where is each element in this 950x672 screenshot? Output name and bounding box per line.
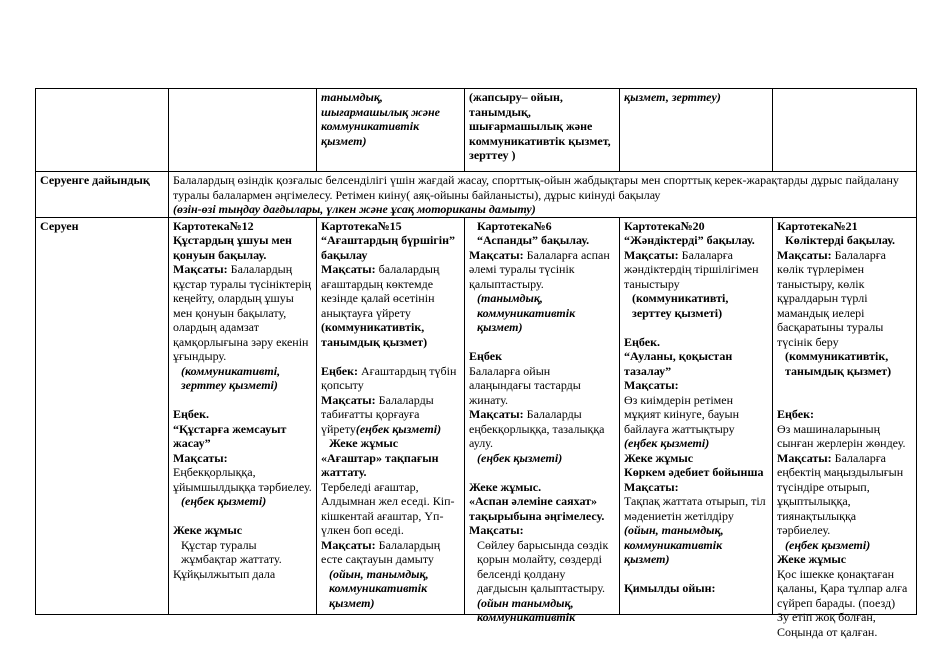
cell: (жапсыру– ойын, танымдық, шығармашылық және коммуникативтік қызмет, зерттеу ) <box>465 89 620 172</box>
card-line <box>173 219 312 234</box>
card-line <box>173 262 312 364</box>
card-line-text: Еңбек: <box>321 363 361 378</box>
card-line-text: Қимылды ойын: <box>624 581 716 595</box>
card-line <box>173 233 312 262</box>
card-line <box>321 436 460 451</box>
cell <box>773 89 917 172</box>
card-line-text: Өз машиналарының сынған жерлерін жөндеу. <box>777 421 906 450</box>
card-line <box>469 233 615 248</box>
table-row <box>36 172 917 218</box>
table-row <box>36 217 917 614</box>
card-line <box>173 509 312 524</box>
card-line <box>469 349 615 364</box>
card-line-text: Құйқылжытып дала <box>173 566 276 581</box>
card-line <box>469 494 615 523</box>
card-line-text: Өз киімдерін ретімен мұқият киінуге, бауын байлауға жаттықтыру <box>624 392 740 436</box>
card-line-text: Тербеледі ағаштар, Алдымнан жел еседі. Кіп-кішкентай ағаштар, Үп-үлкен боп өседі. <box>321 479 455 537</box>
card-line <box>624 378 768 393</box>
card-line-text: Картотека№12 <box>173 218 254 233</box>
card-line-text: (коммуникативті, зерттеу қызметі) <box>181 363 281 392</box>
card-line-text: “Құстарға жемсауыт жасау” <box>173 421 287 450</box>
card-line <box>173 567 312 582</box>
walk-card-cell <box>773 217 917 639</box>
card-line <box>469 407 615 451</box>
walk-card-cell <box>620 217 773 614</box>
card-line <box>469 364 615 408</box>
card-line-text: Қос ішекке қонақтаған қаланы, Қара тұлпар алға сүйреп барады. (поезд) <box>777 566 908 610</box>
card-line <box>173 538 312 567</box>
card-line <box>624 523 768 567</box>
cell: қызмет, зерттеу) <box>620 89 773 172</box>
card-line-rest: Ағаштардың түбін қопсыту <box>321 363 457 392</box>
card-line <box>777 233 912 248</box>
card-line <box>624 349 768 378</box>
card-line <box>321 538 460 567</box>
card-line-text: Жеке жұмыс <box>624 450 694 465</box>
card-line-text: Мақсаты: <box>624 247 682 262</box>
card-line-text: Құстар туралы жұмбақтар жаттату. <box>181 537 282 566</box>
card-line <box>469 538 615 596</box>
card-line-text: (еңбек қызметі) <box>181 494 267 508</box>
card-line <box>469 596 615 625</box>
card-line-text: Көліктерді бақылау. <box>785 233 896 247</box>
card-line <box>469 248 615 292</box>
card-line <box>624 451 768 466</box>
card-line-text: “Ағаштардың бүршігін” бақылау <box>321 233 455 262</box>
row-label-walk-prep: Серуенге дайындық <box>36 172 169 218</box>
card-line <box>624 436 768 451</box>
card-line-rest: Балаларға жәндіктердің тіршілігімен таныстыру <box>624 247 759 291</box>
card-line-text: «Ағаштар» тақпағын жаттату. <box>321 450 439 479</box>
row-label-walk: Серуен <box>36 217 169 614</box>
card-line <box>469 465 615 480</box>
walk-card-cell <box>465 217 620 624</box>
card-line-rest: Балаларды табиғатты қорғауға үйрету <box>321 392 434 436</box>
card-line <box>624 581 768 596</box>
card-line <box>173 451 312 495</box>
card-line <box>321 219 460 234</box>
card-line-text: (ойын танымдық, коммуникативтік <box>477 595 576 624</box>
card-line-text: Мақсаты: <box>469 407 527 421</box>
card-line <box>321 480 460 538</box>
card-line <box>173 393 312 408</box>
card-line-text: Еңбек. <box>173 407 209 421</box>
card-line <box>469 219 615 234</box>
card-line <box>777 378 912 393</box>
card-line-text: Құстардың ұшуы мен қонуын бақылау. <box>173 233 292 262</box>
card-line-rest: Балалардың құстар туралы түсініктерің кеңейту, олардың ұшуы мен қонуын бақылату, олардың адамзат қамқорлығына зәру екенін ұғындыру. <box>173 262 312 363</box>
card-line <box>624 465 768 480</box>
card-line-text: (ойын, танымдық, коммуникативтік қызмет) <box>624 523 724 566</box>
card-line-text: (танымдық, коммуникативтік қызмет) <box>477 291 576 334</box>
card-line-text: Балаларға ойын алаңындағы тастарды жинату. <box>469 363 581 407</box>
card-line <box>321 393 460 437</box>
card-line-text: Картотека№20 <box>624 218 705 233</box>
card-line-text: (еңбек қызметі) <box>624 436 710 450</box>
card-line-text: Сөйлеу барысында сөздік қорын молайту, сөздерді белсенді қолдану дағдысын қалыптастыру. <box>477 537 609 595</box>
card-line-rest: Балаларға аспан әлемі туралы түсінік қалыптастыру. <box>469 247 610 291</box>
card-line-text: (коммуникативті, зерттеу қызметі) <box>632 291 729 320</box>
card-line <box>624 248 768 292</box>
card-line-rest: Балалардың есте сақтауын дамыту <box>321 537 441 566</box>
card-line-text: Мақсаты: <box>777 450 835 465</box>
card-line <box>321 262 460 320</box>
card-line-rest: Балаларға көлік түрлерімен таныстыру, көлік құралдарын түрлі мамандық иелері басқаратыны туралы түсінік беру <box>777 247 886 349</box>
card-line-text: Мақсаты: <box>469 247 527 262</box>
card-line <box>469 291 615 335</box>
card-line <box>173 523 312 538</box>
card-line <box>777 552 912 567</box>
card-line <box>777 422 912 451</box>
card-line <box>624 291 768 320</box>
card-line-text: Мақсаты: <box>624 378 679 392</box>
card-line-text: Картотека№6 <box>477 218 552 233</box>
walk-prep-cell <box>169 172 917 218</box>
card-line-rest: Еңбекқорлыққа, ұйымшылдыққа тәрбиелеу. <box>173 465 312 494</box>
card-line <box>624 335 768 350</box>
card-line-text: Зу етіп жоқ болған, Соңында от қалған. <box>777 610 878 639</box>
card-line <box>624 219 768 234</box>
card-line <box>777 393 912 408</box>
card-line <box>624 393 768 437</box>
card-line <box>469 335 615 350</box>
card-line <box>321 451 460 480</box>
card-line-text: Көркем әдебиет бойынша <box>624 465 764 479</box>
card-line-text: Мақсаты: <box>321 262 379 276</box>
walk-prep-text: Балалардың өзіндік қозғалыс белсенділігі үшін жағдай жасау, спорттық-ойын жабдықтары мен спорттық керек-жарақтарды дұрыс пайдалану туралы балалармен әңгімелесу. Ретімен киіну( аяқ-ойыны байланысты), дұрыс киінуді бақылау <box>173 173 899 202</box>
card-line <box>777 538 912 553</box>
cell <box>169 89 317 172</box>
card-line-text: (ойын, танымдық, коммуникативтік қызмет) <box>329 566 429 610</box>
card-line <box>469 451 615 466</box>
card-line-text: Мақсаты: <box>173 450 228 465</box>
card-line-text: “Жәндіктерді” бақылау. <box>624 233 755 247</box>
card-line-note: (еңбек қызметі) <box>355 421 442 436</box>
card-line-text: “Ауланы, қоқыстан тазалау” <box>624 349 733 378</box>
card-line-text: Жеке жұмыс <box>173 523 243 537</box>
card-line-text: Жеке жұмыс. <box>469 479 542 494</box>
card-line <box>624 494 768 523</box>
card-line-text: Тақпақ жаттата отырып, тіл мәдениетін жетілдіру <box>624 494 766 523</box>
card-line <box>173 422 312 451</box>
card-line-text: Еңбек <box>469 349 502 363</box>
table-row <box>36 89 917 172</box>
card-line-text: Мақсаты: <box>469 523 524 537</box>
row-label <box>36 89 169 172</box>
card-line <box>173 364 312 393</box>
card-line-text: Картотека№21 <box>777 218 858 233</box>
card-line <box>777 610 912 639</box>
card-line <box>777 407 912 422</box>
card-line-text: (коммуникативтік, танымдық қызмет) <box>785 349 892 378</box>
card-line-rest: балалардың ағаштардың көктемде кезінде қалай өсетінін анықтауға үйрету <box>321 262 440 320</box>
card-line-text: (коммуникативтік, танымдық қызмет) <box>321 320 428 349</box>
card-line <box>321 233 460 262</box>
card-line <box>321 349 460 364</box>
card-line-rest: Балаларды еңбекқорлыққа, тазалыққа аулу. <box>469 407 605 450</box>
card-line <box>624 480 768 495</box>
card-line <box>173 494 312 509</box>
card-line <box>777 451 912 538</box>
card-line <box>469 523 615 538</box>
card-line <box>624 233 768 248</box>
card-line <box>469 480 615 495</box>
card-line <box>321 320 460 349</box>
card-line <box>173 407 312 422</box>
walk-prep-note: (өзін-өзі тыңдау дағдылары, үлкен және ұсақ моториканы дамыту) <box>173 202 536 216</box>
card-line-rest: Балаларға еңбектің маңыздылығын түсіндіре отырып, ұқыптылыққа, тиянақтылыққа тәрбиелеу. <box>777 450 904 537</box>
card-line-text: Мақсаты: <box>321 537 379 552</box>
card-line-text: (еңбек қызметі) <box>477 450 563 465</box>
daily-plan-table <box>35 88 917 639</box>
card-line <box>777 248 912 350</box>
card-line-text: «Аспан әлеміне саяхат» тақырыбына әңгімелесу. <box>469 494 605 523</box>
card-line-text: Мақсаты: <box>173 262 231 276</box>
walk-card-cell <box>317 217 465 614</box>
card-line <box>777 349 912 378</box>
walk-card-cell <box>169 217 317 614</box>
card-line-text: Картотека№15 <box>321 218 402 233</box>
card-line-text: Мақсаты: <box>624 479 679 494</box>
card-line-text: Мақсаты: <box>321 392 379 407</box>
card-line-text: (еңбек қызметі) <box>785 537 871 552</box>
card-line <box>624 567 768 582</box>
card-line-text: Еңбек: <box>777 407 814 421</box>
card-line <box>321 567 460 611</box>
card-line <box>777 219 912 234</box>
card-line <box>624 320 768 335</box>
cell: танымдық, шығармашылық және коммуникативтік қызмет) <box>317 89 465 172</box>
card-line-text: Жеке жұмыс <box>329 436 399 450</box>
card-line-text: Еңбек. <box>624 334 660 349</box>
card-line-text: “Аспанды” бақылау. <box>477 233 590 247</box>
card-line <box>321 364 460 393</box>
card-line-text: Жеке жұмыс <box>777 552 847 566</box>
card-line <box>777 567 912 611</box>
card-line-text: Мақсаты: <box>777 247 835 262</box>
